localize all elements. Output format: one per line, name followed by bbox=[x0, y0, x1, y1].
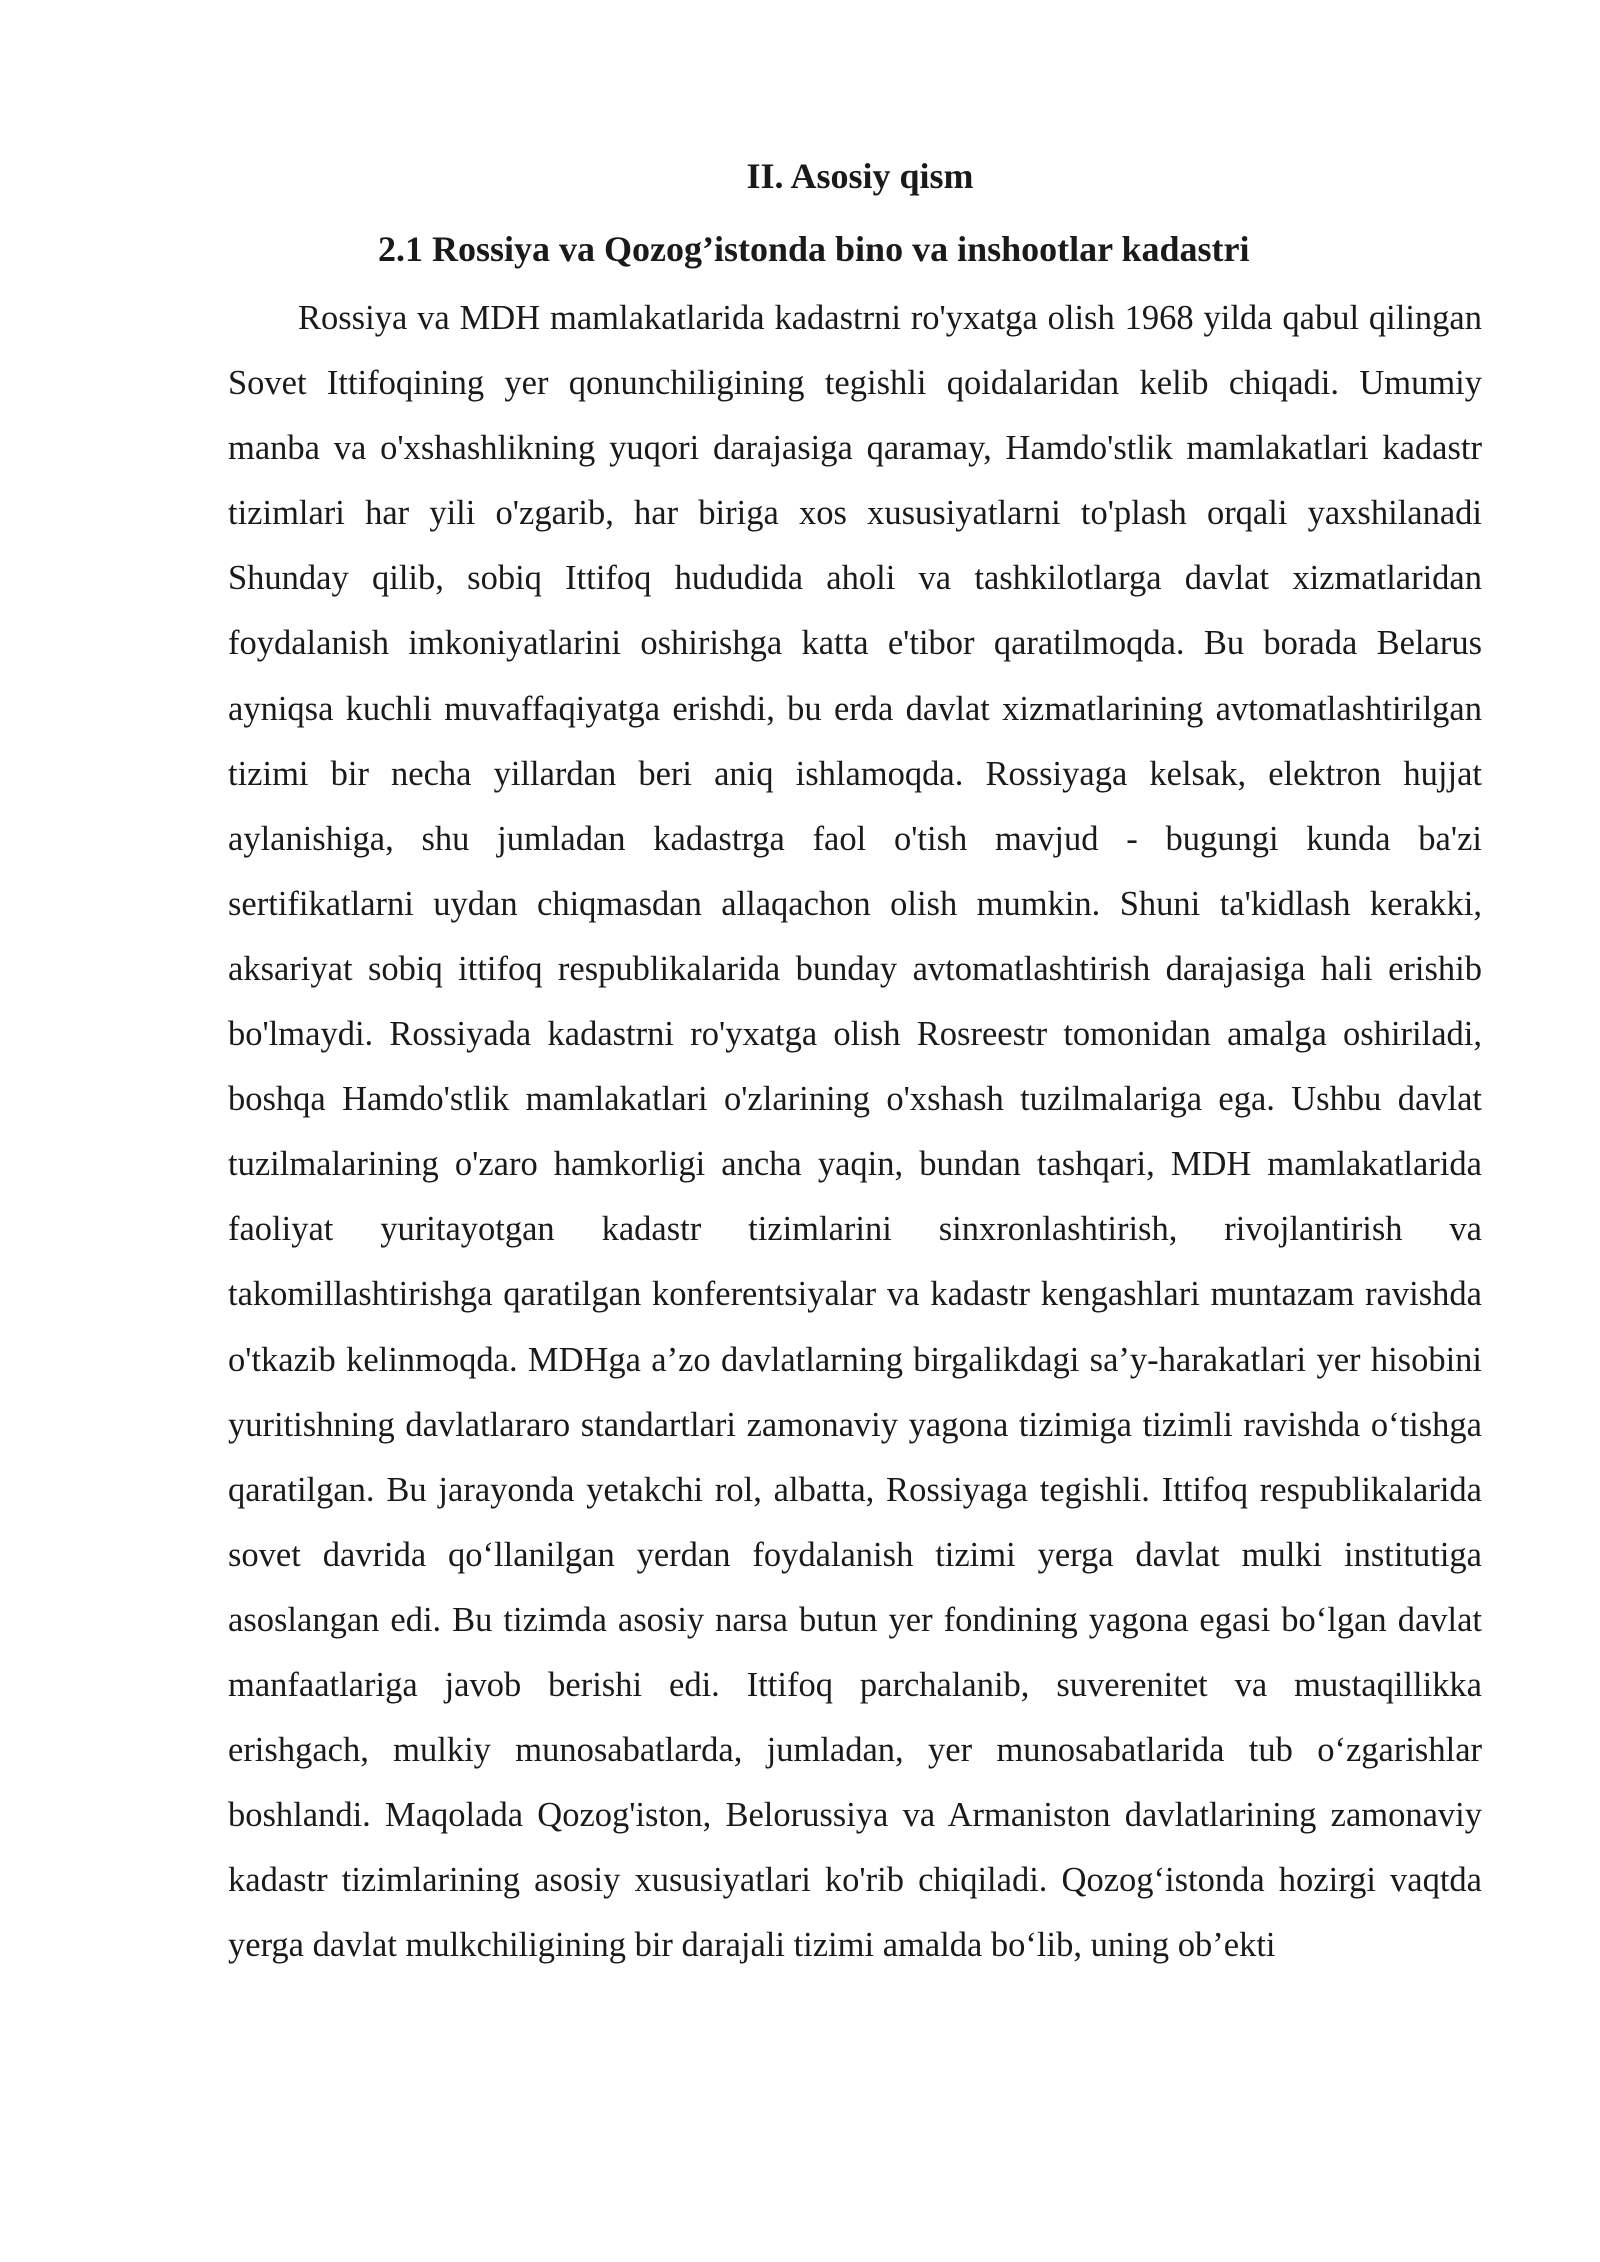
subsection-title: 2.1 Rossiya va Qozog’istonda bino va inshootlar kadastri bbox=[378, 229, 1250, 269]
body-paragraph: Rossiya va MDH mamlakatlarida kadastrni ro'yxatga olish 1968 yilda qabul qilingan Sovet Ittifoqining yer qonunchiligining tegishli qoidalaridan kelib chiqadi. Umumiy manba va o'xshashlikning yuqori darajasiga qaramay, Hamdo'stlik mamlakatlari kadastr tizimlari har yili o'zgarib, har biriga xos xususiyatlarni to'plash orqali yaxshilanadi Shunday qilib, sobiq Ittifoq hududida aholi va tashkilotlarga davlat xizmatlaridan foydalanish imkoniyatlarini oshirishga katta e'tibor qaratilmoqda. Bu borada Belarus ayniqsa kuchli muvaffaqiyatga erishdi, bu erda davlat xizmatlarining avtomatlashtirilgan tizimi bir necha yillardan beri aniq ishlamoqda. Rossiyaga kelsak, elektron hujjat aylanishiga, shu jumladan kadastrga faol o'tish mavjud - bugungi kunda ba'zi sertifikatlarni uydan chiqmasdan allaqachon olish mumkin. Shuni ta'kidlash kerakki, aksariyat sobiq ittifoq respublikalarida bunday avtomatlashtirish darajasiga hali erishib bo'lmaydi. Rossiyada kadastrni ro'yxatga olish Rosreestr tomonidan amalga oshiriladi, boshqa Hamdo'stlik mamlakatlari o'zlarining o'xshash tuzilmalariga ega. Ushbu davlat tuzilmalarining o'zaro hamkorligi ancha yaqin, bundan tashqari, MDH mamlakatlarida faoliyat yuritayotgan kadastr tizimlarini sinxronlashtirish, rivojlantirish va takomillashtirishga qaratilgan konferentsiyalar va kadastr kengashlari muntazam ravishda o'tkazib kelinmoqda. MDHga a’zo davlatlarning birgalikdagi sa’y-harakatlari yer hisobini yuritishning davlatlararo standartlari zamonaviy yagona tizimiga tizimli ravishda o‘tishga qaratilgan. Bu jarayonda yetakchi rol, albatta, Rossiyaga tegishli. Ittifoq respublikalarida sovet davrida qo‘llanilgan yerdan foydalanish tizimi yerga davlat mulki institutiga asoslangan edi. Bu tizimda asosiy narsa butun yer fondining yagona egasi bo‘lgan davlat manfaatlariga javob berishi edi. Ittifoq parchalanib, suverenitet va mustaqillikka erishgach, mulkiy munosabatlarda, jumladan, yer munosabatlarida tub o‘zgarishlar boshlandi. Maqolada Qozog'iston, Belorussiya va Armaniston davlatlarining zamonaviy kadastr tizimlarining asosiy xususiyatlari ko'rib chiqiladi. Qozog‘istonda hozirgi vaqtda yerga davlat mulkchiligining bir darajali tizimi amalda bo‘lib, uning ob’ekti bbox=[228, 299, 1482, 1965]
section-title: II. Asosiy qism bbox=[746, 156, 974, 196]
